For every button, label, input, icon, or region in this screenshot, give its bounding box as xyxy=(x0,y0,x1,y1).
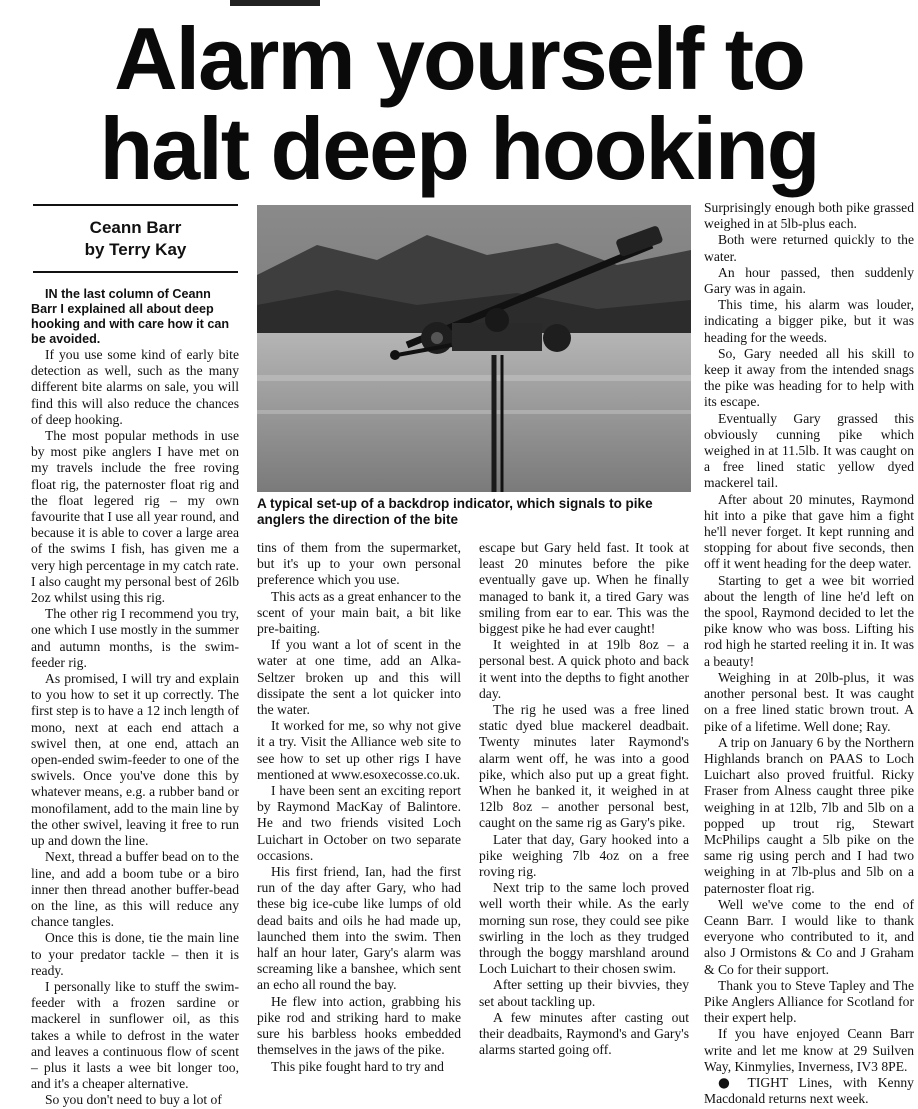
byline xyxy=(33,204,238,273)
paragraph: A few minutes after casting out their deadbaits, Raymond's and Gary's alarms started going off. xyxy=(479,1009,689,1058)
paragraph: If you use some kind of early bite detection as well, such as the many different bite alarms on sale, you will find this will also reduce the chances of deep hooking. xyxy=(31,347,239,427)
paragraph: The most popular methods in use by most pike anglers I have met on my travels include the free roving float rig, the paternoster float rig and the float legered rig – my own favourite that I use all year round, and because it is able to cover a large area of the swims I fish, has given me a very high percentage in my catch rate. I also caught my personal best of 26lb 2oz whilst using this rig. xyxy=(31,428,239,606)
headline xyxy=(0,9,918,198)
bite-indicator-illustration xyxy=(257,205,691,492)
article-photo xyxy=(257,205,691,492)
paragraph: It weighted in at 19lb 8oz – a personal best. A quick photo and back it went into the depths to fight another day. xyxy=(479,637,689,701)
paragraph: escape but Gary held fast. It took at least 20 minutes before the pike eventually gave up. When he finally managed to bank it, a tired Gary was smiling from ear to ear. This was the biggest pike he had ever caught! xyxy=(479,540,689,637)
headline-line-1: Alarm yourself to xyxy=(114,9,804,108)
paragraph: Well we've come to the end of Ceann Barr. I would like to thank everyone who contributed to it, and also J Ormistons & Co and J Graham & Co for their support. xyxy=(704,896,914,977)
paragraph: He flew into action, grabbing his pike rod and striking hard to make sure his barbless hooks embedded themselves in the jaws of the pike. xyxy=(257,993,461,1058)
paragraph: This time, his alarm was louder, indicating a bigger pike, but it was heading for the weeds. xyxy=(704,297,914,345)
top-rule xyxy=(230,0,320,6)
paragraph: This pike fought hard to try and xyxy=(271,1058,444,1074)
paragraph: Once this is done, tie the main line to your predator tackle – then it is ready. xyxy=(31,930,239,978)
paragraph: Weighing in at 20lb-plus, it was another personal best. It was caught on a free lined static brown trout. A pike of a lifetime. Well done; Ray. xyxy=(704,669,914,734)
paragraph: An hour passed, then suddenly Gary was in again. xyxy=(704,264,914,297)
paragraph: Surprisingly enough both pike grassed weighed in at 5lb-plus each. xyxy=(704,200,914,232)
paragraph: I personally like to stuff the swim-feeder with a frozen sardine or mackerel in sunflower oil, as this takes a while to defrost in the water and leaves a continuous flow of scent – plus it lasts a wee bit longer too, and it's a cheaper alternative. xyxy=(31,978,239,1092)
paragraph: As promised, I will try and explain to you how to set it up correctly. The first step is to have a 12 inch length of mono, next at each end attach a swivel then, at one end, attach an open-ended swim-feeder to one of the swivels. Once you've done this by whatever means, e.g. a rubber band or monofilament, add to the main line by the other swivel, leaving it free to run up and down the line. xyxy=(31,671,240,849)
author-byline: by Terry Kay xyxy=(84,240,187,259)
paragraph: Later that day, Gary hooked into a pike weighing 7lb 4oz on a free roving rig. xyxy=(479,831,689,880)
paragraph: Eventually Gary grassed this obviously cunning pike which weighed in at 11.5lb. It was caught on a free lined static yellow dyed mackerel tail. xyxy=(704,410,914,491)
signoff xyxy=(704,1075,914,1107)
paragraph: Thank you to Steve Tapley and The Pike Anglers Alliance for Scotland for their expert help. xyxy=(704,977,914,1026)
paragraph: Next trip to the same loch proved well worth their while. As the early morning sun rose, they could see pike swirling in the loch as they trudged through the boggy marshland around Loch Luichart to their chosen swim. xyxy=(479,880,689,977)
paragraph: It worked for me, so why not give it a try. Visit the Alliance web site to see how to set up other rigs I have mentioned at www.esoxecosse.co.uk. xyxy=(257,718,461,782)
paragraph: This acts as a great enhancer to the scent of your main bait, a bit like pre-baiting. xyxy=(257,588,461,637)
column-name: Ceann Barr xyxy=(89,218,182,237)
article-lede: IN the last column of Ceann Barr I explained all about deep hooking and with care how it can be avoided. xyxy=(31,287,230,346)
paragraph: So you don't need to buy a lot of xyxy=(45,1092,222,1108)
paragraph: Starting to get a wee bit worried about the length of line he'd left on the spool, Raymond decided to let the pike know who was boss. Lifting his rod high he started reeling it in. It was a beauty! xyxy=(704,572,914,669)
paragraph: The other rig I recommend you try, one which I use mostly in the summer and autumn months, is the swim-feeder rig. xyxy=(31,606,239,670)
bullet-icon: ● xyxy=(718,1074,738,1091)
paragraph: If you have enjoyed Ceann Barr write and let me know at 29 Suilven Way, Kinmylies, Inverness, IV3 8PE. xyxy=(704,1026,914,1074)
paragraph: After setting up their bivvies, they set about tackling up. xyxy=(479,977,689,1009)
paragraph: A trip on January 6 by the Northern Highlands branch on PAAS to Loch Luichart also proved fruitful. Ricky Fraser from Alness caught three pike weighing in at 12lb, 7lb and 5lb on a popped up trout rig, Stewart McPhilips caught a 5lb pike on the same rig using perch and I had two weighing in at 7lb-plus and 5lb on a paternoster float rig. xyxy=(704,734,914,896)
article-column-2 xyxy=(257,540,461,1075)
paragraph: tins of them from the supermarket, but it's up to your own personal preference which you use. xyxy=(257,540,461,588)
paragraph: If you want a lot of scent in the water at one time, add an Alka-Seltzer broken up and this will dissipate the sent a lot quicker into the water. xyxy=(257,637,461,718)
paragraph: Both were returned quickly to the water. xyxy=(704,232,914,264)
byline-rule xyxy=(33,271,238,273)
article-column-3 xyxy=(479,540,689,1059)
signoff-text: TIGHT Lines, with Kenny Macdonald returns next week. xyxy=(704,1074,914,1107)
article-column-4 xyxy=(704,200,914,1107)
paragraph: The rig he used was a free lined static dyed blue mackerel deadbait. Twenty minutes later Raymond's alarm went off, he was into a good pike, which also put up a great fight. When he banked it, it weighed in at 12lb 8oz – another personal best, caught on the same rig as Gary's pike. xyxy=(479,702,689,831)
headline-line-2: halt deep hooking xyxy=(99,99,819,198)
photo-caption: A typical set-up of a backdrop indicator, which signals to pike anglers the direction of the bite xyxy=(257,496,653,527)
paragraph: After about 20 minutes, Raymond hit into a pike that gave him a fight he'll never forget. It kept running and stopping for about five seconds, then off it went heading for the deep water. xyxy=(704,491,914,572)
article-column-1 xyxy=(31,287,239,1109)
paragraph: So, Gary needed all his skill to keep it away from the intended snags the pike was heading for to help with its escape. xyxy=(704,345,914,410)
paragraph: I have been sent an exciting report by Raymond MacKay of Balintore. He and two friends visited Loch Luichart in October on two separate occasions. xyxy=(257,783,461,863)
paragraph: His first friend, Ian, had the first run of the day after Gary, who had these big ice-cube like lumps of old dead baits and oils he had made up, launched them into the swim. Then half an hour later, Gary's alarm was screaming like a banshee, which sent an echo all round the bay. xyxy=(257,864,461,993)
paragraph: Next, thread a buffer bead on to the line, and add a boom tube or a biro inner then thread another buffer-bead on the line, as this will reduce any chance tangles. xyxy=(31,849,239,930)
